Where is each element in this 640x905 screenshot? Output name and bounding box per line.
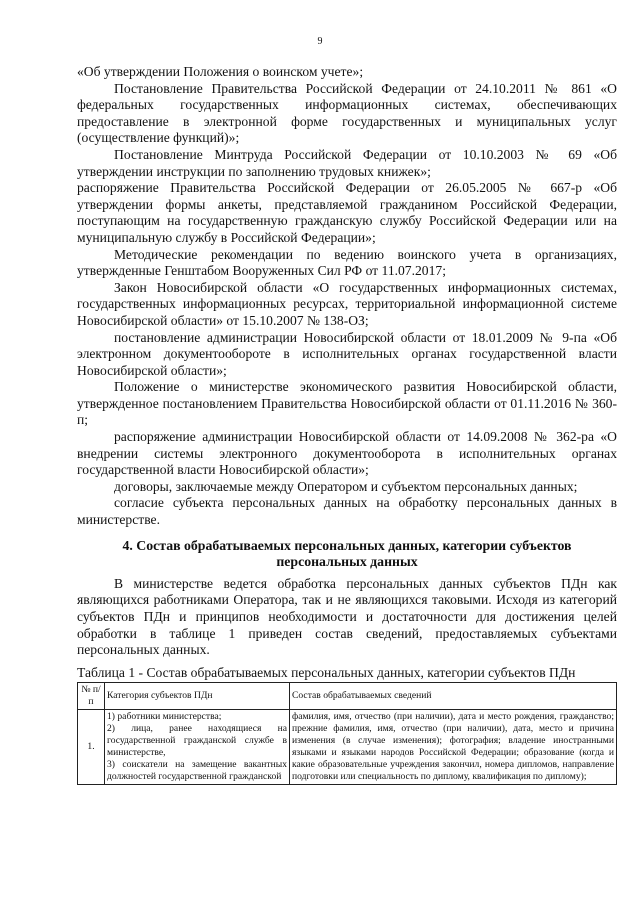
section-heading: 4. Состав обрабатываемых персональных данных, категории субъектов персональных данных [122, 537, 572, 570]
row-info: фамилия, имя, отчество (при наличии), дата и место рождения, гражданство; прежние фамилия, имя, отчество (при наличии), дата, место и причина изменения (в случае изменения); фотография; владение иностранными языками и языками народов Российской Федерации; образование (когда и какие образовательные учреждения закончил, номера дипломов, направление подготовки или специальность по диплому, квалификация по диплому); [290, 710, 617, 784]
legal-basis-paragraph: распоряжение администрации Новосибирской области от 14.09.2008 № 362-ра «О внедрении системы электронного документооборота в исполнительных органах государственной власти Новосибирской области»; [77, 429, 617, 478]
row-number: 1. [78, 710, 105, 784]
table-header-category: Категория субъектов ПДн [105, 683, 290, 710]
category-item: 2) лица, ранее находящиеся на государственной гражданской службе в министерстве, [107, 723, 287, 758]
legal-basis-paragraph: Постановление Правительства Российской Федерации от 24.10.2011 № 861 «О федеральных государственных информационных системах, обеспечивающих предоставление в электронной форме государственных и муниципальных услуг (осуществление функций)»; [77, 80, 617, 146]
table-caption: Таблица 1 - Состав обрабатываемых персональных данных, категории субъектов ПДн [77, 664, 576, 680]
table-header-num: № п/п [78, 683, 105, 710]
legal-basis-paragraph: постановление администрации Новосибирской области от 18.01.2009 № 9-па «Об электронном документообороте в исполнительных органах государственной власти Новосибирской области»; [77, 329, 617, 378]
legal-basis-paragraph: распоряжение Правительства Российской Федерации от 26.05.2005 № 667-р «Об утверждении формы анкеты, представляемой гражданином Российской Федерации, поступающим на государственную гражданскую службу Российской Федерации или на муниципальную службу в Российской Федерации»; [77, 180, 617, 245]
legal-basis-paragraph: Закон Новосибирской области «О государственных информационных системах, государственных информационных ресурсах, территориальной информационной системе Новосибирской области» от 15.10.2007 № 138-ОЗ; [77, 279, 617, 328]
legal-basis-paragraph: Постановление Минтруда Российской Федерации от 10.10.2003 № 69 «Об утверждении инструкции по заполнению трудовых книжек»; [77, 146, 617, 179]
legal-basis-paragraph: согласие субъекта персональных данных на обработку персональных данных в министерстве. [77, 495, 617, 528]
legal-basis-list [77, 64, 617, 529]
category-item: 1) работники министерства; [107, 711, 222, 723]
section-intro: В министерстве ведется обработка персональных данных субъектов ПДн как являющихся работниками Оператора, так и не являющихся таковыми. Исходя из категорий субъектов ПДн и принципов необходимости и достаточности для достижения целей обработки в таблице 1 приведен состав сведений, предоставляемых субъектами персональных данных. [77, 575, 617, 658]
table-header-info: Состав обрабатываемых сведений [290, 683, 617, 710]
table-header-row [78, 683, 617, 710]
document-body [77, 64, 617, 813]
legal-basis-paragraph: договоры, заключаемые между Оператором и субъектом персональных данных; [114, 478, 578, 494]
legal-basis-paragraph: Методические рекомендации по ведению воинского учета в организациях, утвержденные Генштабом Вооруженных Сил РФ от 11.07.2017; [77, 246, 617, 279]
table-body [78, 710, 617, 784]
category-item: 3) соискатели на замещение вакантных должностей государственной гражданской [107, 758, 287, 782]
personal-data-table [77, 682, 617, 784]
table-row [78, 710, 617, 784]
table-wrapper [77, 681, 617, 813]
page-number: 9 [317, 36, 323, 47]
row-categories [105, 710, 290, 784]
legal-basis-paragraph: «Об утверждении Положения о воинском учете»; [77, 64, 364, 79]
legal-basis-paragraph: Положение о министерстве экономического развития Новосибирской области, утвержденное постановлением Правительства Новосибирской области от 01.11.2016 № 360-п; [77, 379, 617, 428]
